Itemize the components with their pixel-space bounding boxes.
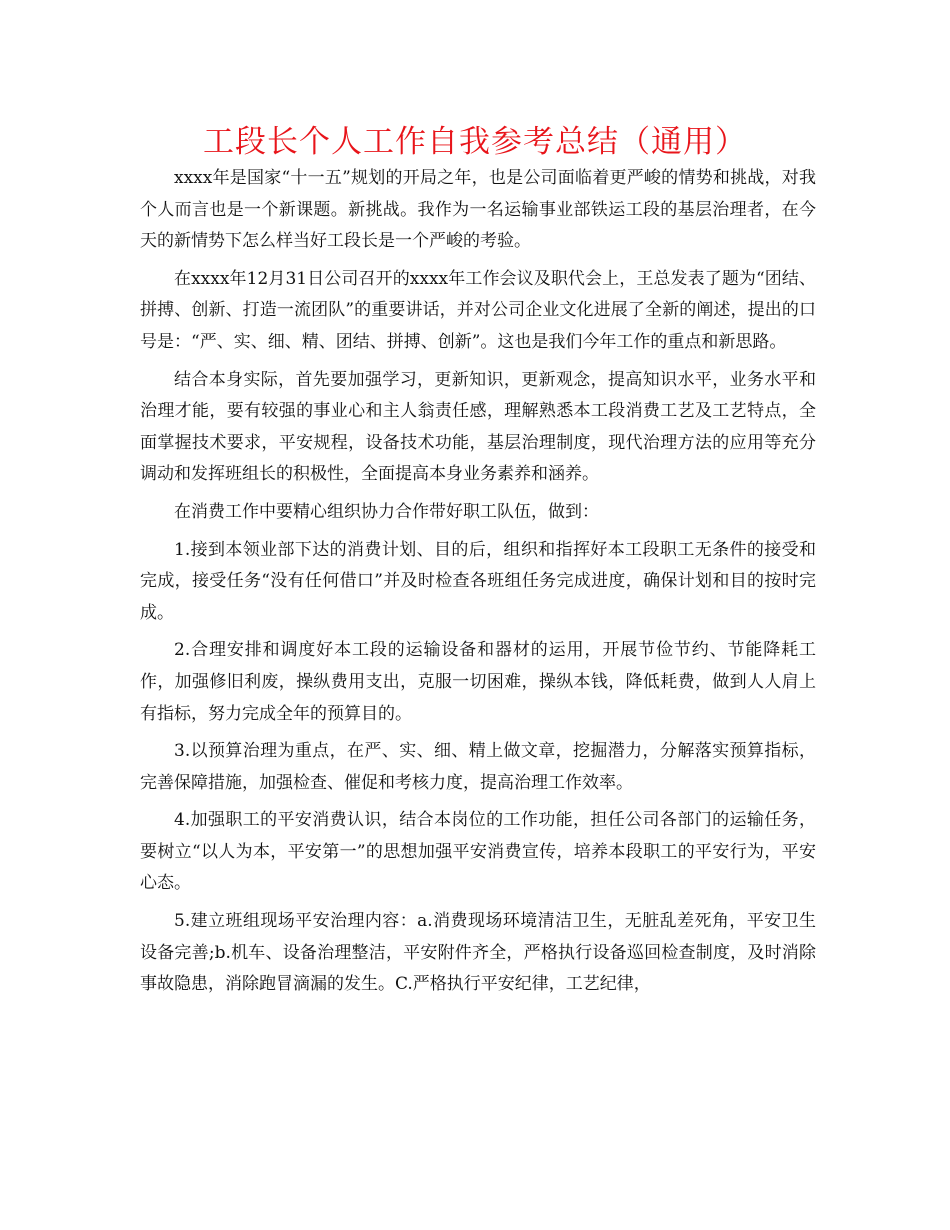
paragraph-learning: 结合本身实际，首先要加强学习，更新知识，更新观念，提高知识水平，业务水平和治理才能，要有较强的事业心和主人翁责任感，理解熟悉本工段消费工艺及工艺特点，全面掌握技术要求，平安规程，设备技术功能，基层治理制度，现代治理方法的应用等充分调动和发挥班组长的积极性，全面提高本身业务素养和涵养。	[140, 369, 816, 485]
paragraph-intro: xxxx年是国家“十一五”规划的开局之年，也是公司面临着更严峻的情势和挑战，对我个人而言也是一个新课题。新挑战。我作为一名运输事业部铁运工段的基层治理者，在今天的新情势下怎么样当好工段长是一个严峻的考验。	[140, 168, 816, 252]
document-title: 工段长个人工作自我参考总结（通用）	[203, 124, 747, 160]
paragraph-item-1: 1.接到本领业部下达的消费计划、目的后，组织和指挥好本工段职工无条件的接受和完成，接受任务“没有任何借口”并及时检查各班组任务完成进度，确保计划和目的按时完成。	[140, 539, 816, 623]
paragraph-meeting: 在xxxx年12月31日公司召开的xxxx年工作会议及职代会上，王总发表了题为“团结、拼搏、创新、打造一流团队”的重要讲话，并对公司企业文化进展了全新的阐述，提出的口号是：“严、实、细、精、团结、拼搏、创新”。这也是我们今年工作的重点和新思路。	[140, 268, 816, 352]
paragraph-item-4: 4.加强职工的平安消费认识，结合本岗位的工作功能，担任公司各部门的运输任务，要树立“以人为本，平安第一”的思想加强平安消费宣传，培养本段职工的平安行为，平安心态。	[140, 810, 816, 894]
paragraph-item-3: 3.以预算治理为重点，在严、实、细、精上做文章，挖掘潜力，分解落实预算指标，完善保障措施，加强检查、催促和考核力度，提高治理工作效率。	[140, 741, 816, 793]
paragraph-item-5: 5.建立班组现场平安治理内容：a.消费现场环境清洁卫生，无脏乱差死角，平安卫生设备完善;b.机车、设备治理整洁，平安附件齐全，严格执行设备巡回检查制度，及时消除事故隐患，消除跑冒滴漏的发生。C.严格执行平安纪律，工艺纪律，	[140, 911, 816, 995]
document-body	[140, 163, 816, 1007]
paragraph-organize: 在消费工作中要精心组织协力合作带好职工队伍，做到：	[174, 501, 599, 522]
paragraph-item-2: 2.合理安排和调度好本工段的运输设备和器材的运用，开展节俭节约、节能降耗工作，加强修旧利废，操纵费用支出，克服一切困难，操纵本钱，降低耗费，做到人人肩上有指标，努力完成全年的预算目的。	[140, 640, 816, 724]
